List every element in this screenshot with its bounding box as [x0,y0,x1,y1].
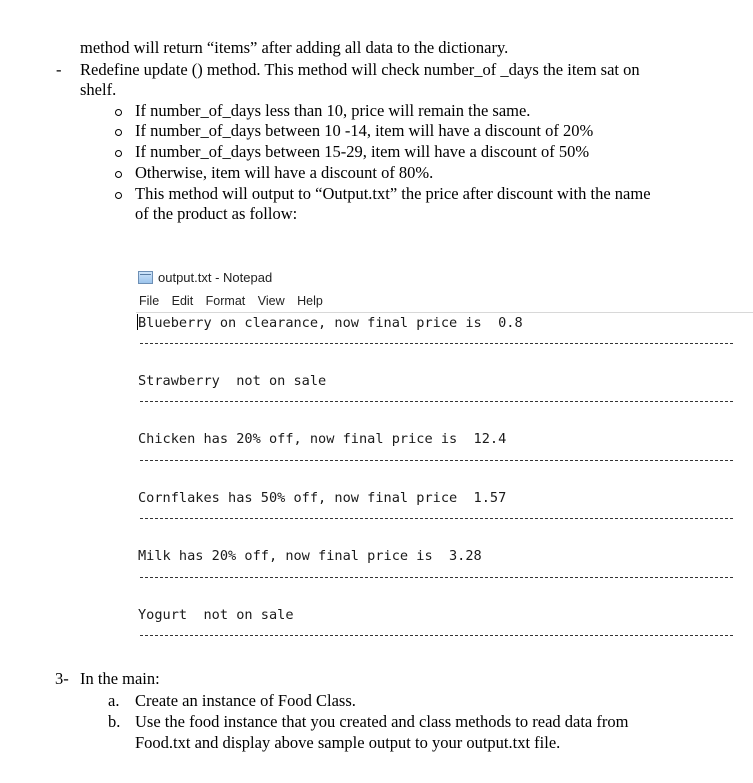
intro-line: method will return “items” after adding all data to the dictionary. [80,38,509,57]
sub-item-1: If number_of_days less than 10, price will remain the same. [135,101,531,120]
notepad-icon [138,271,153,284]
notepad-editor-border [136,312,753,313]
item-a-label: a. [108,691,120,710]
sub-item-5: This method will output to “Output.txt” the price after discount with the name [135,184,651,203]
sub-item-2: If number_of_days between 10 -14, item will have a discount of 20% [135,121,594,140]
item-b-text: Use the food instance that you created and class methods to read data from [135,712,629,731]
menu-help[interactable]: Help [297,294,323,308]
section-3-number: 3- [55,669,69,688]
sub-item-4: Otherwise, item will have a discount of 80%. [135,163,434,182]
update-bullet-line1: Redefine update () method. This method will check number_of _days the item sat on [80,60,640,79]
item-b-text-cont: Food.txt and display above sample output to your output.txt file. [135,733,561,752]
output-line-1: Blueberry on clearance, now final price is 0.8 [138,315,523,331]
output-line-3: Chicken has 20% off, now final price is 12.4 [138,431,507,447]
notepad-menu-bar [139,294,332,308]
menu-edit[interactable]: Edit [171,294,194,308]
section-3-heading: In the main: [80,669,160,688]
item-a-text: Create an instance of Food Class. [135,691,356,710]
update-bullet-line2: shelf. [80,80,117,99]
dashed-separator [140,635,733,636]
dashed-separator [140,518,733,519]
menu-view[interactable]: View [257,294,285,308]
circle-bullet-icon [115,109,122,116]
output-line-5: Milk has 20% off, now final price is 3.28 [138,548,482,564]
dash-bullet-marker: - [56,60,62,79]
output-line-2: Strawberry not on sale [138,373,327,389]
circle-bullet-icon [115,129,122,136]
menu-file[interactable]: File [139,294,160,308]
circle-bullet-icon [115,150,122,157]
dashed-separator [140,460,733,461]
output-line-6: Yogurt not on sale [138,607,294,623]
menu-format[interactable]: Format [205,294,246,308]
notepad-title: output.txt - Notepad [158,270,273,285]
dashed-separator [140,401,733,402]
sub-item-5-cont: of the product as follow: [135,204,298,223]
dashed-separator [140,577,733,578]
circle-bullet-icon [115,171,122,178]
output-line-4: Cornflakes has 50% off, now final price 1.57 [138,490,507,506]
dashed-separator [140,343,733,344]
sub-item-3: If number_of_days between 15-29, item will have a discount of 50% [135,142,590,161]
item-b-label: b. [108,712,121,731]
circle-bullet-icon [115,192,122,199]
